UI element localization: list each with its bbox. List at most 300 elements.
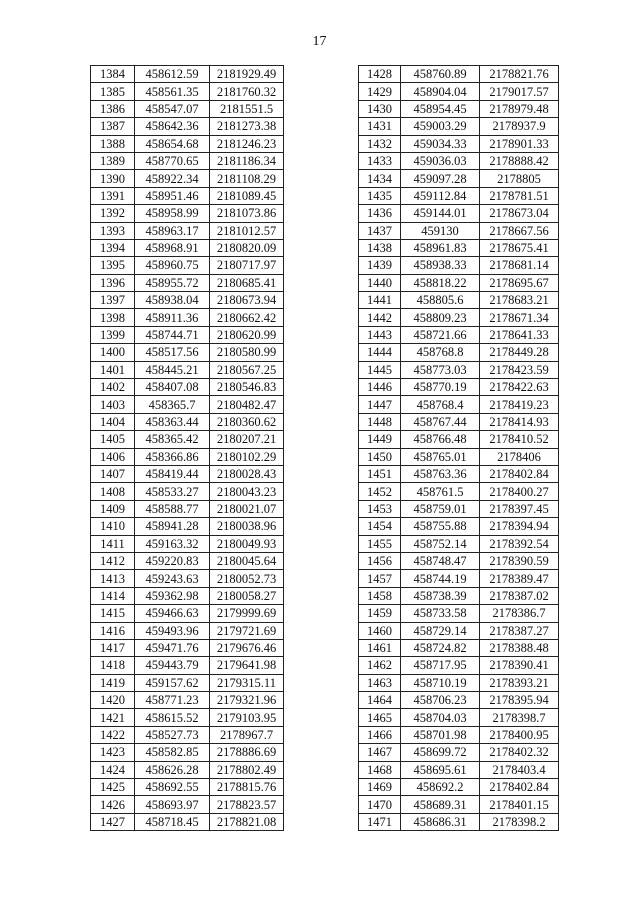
- point-number-cell: 1446: [359, 379, 401, 396]
- point-number-cell: 1391: [91, 187, 135, 204]
- table-row: [359, 622, 559, 639]
- point-number-cell: 1411: [91, 535, 135, 552]
- x-coordinate-cell: 458767.44: [401, 413, 480, 430]
- point-number-cell: 1425: [91, 779, 135, 796]
- y-coordinate-cell: 2180717.97: [210, 257, 284, 274]
- x-coordinate-cell: 458770.19: [401, 379, 480, 396]
- table-row: [359, 344, 559, 361]
- table-row: [359, 813, 559, 830]
- y-coordinate-cell: 2178802.49: [210, 761, 284, 778]
- x-coordinate-cell: 458642.36: [135, 118, 210, 135]
- point-number-cell: 1385: [91, 83, 135, 100]
- point-number-cell: 1389: [91, 152, 135, 169]
- y-coordinate-cell: 2181760.32: [210, 83, 284, 100]
- table-row: [91, 744, 284, 761]
- x-coordinate-cell: 458768.4: [401, 396, 480, 413]
- point-number-cell: 1400: [91, 344, 135, 361]
- x-coordinate-cell: 458533.27: [135, 483, 210, 500]
- table-row: [91, 257, 284, 274]
- table-row: [91, 205, 284, 222]
- x-coordinate-cell: 458693.97: [135, 796, 210, 813]
- x-coordinate-cell: 458527.73: [135, 726, 210, 743]
- y-coordinate-cell: 2180058.27: [210, 587, 284, 604]
- x-coordinate-cell: 458766.48: [401, 431, 480, 448]
- table-row: [91, 239, 284, 256]
- point-number-cell: 1460: [359, 622, 401, 639]
- point-number-cell: 1451: [359, 465, 401, 482]
- x-coordinate-cell: 458626.28: [135, 761, 210, 778]
- x-coordinate-cell: 459493.96: [135, 622, 210, 639]
- table-row: [91, 170, 284, 187]
- x-coordinate-cell: 458968.91: [135, 239, 210, 256]
- table-row: [359, 66, 559, 83]
- table-row: [91, 657, 284, 674]
- x-coordinate-cell: 458770.65: [135, 152, 210, 169]
- y-coordinate-cell: 2181186.34: [210, 152, 284, 169]
- table-row: [91, 396, 284, 413]
- table-row: [91, 622, 284, 639]
- x-coordinate-cell: 458692.55: [135, 779, 210, 796]
- table-row: [359, 292, 559, 309]
- point-number-cell: 1434: [359, 170, 401, 187]
- table-row: [359, 465, 559, 482]
- x-coordinate-cell: 458718.45: [135, 813, 210, 830]
- y-coordinate-cell: 2179315.11: [210, 674, 284, 691]
- point-number-cell: 1410: [91, 518, 135, 535]
- y-coordinate-cell: 2178449.28: [480, 344, 559, 361]
- point-number-cell: 1439: [359, 257, 401, 274]
- x-coordinate-cell: 458938.04: [135, 292, 210, 309]
- y-coordinate-cell: 2178402.84: [480, 779, 559, 796]
- point-number-cell: 1424: [91, 761, 135, 778]
- table-row: [359, 709, 559, 726]
- point-number-cell: 1412: [91, 552, 135, 569]
- point-number-cell: 1395: [91, 257, 135, 274]
- point-number-cell: 1444: [359, 344, 401, 361]
- point-number-cell: 1417: [91, 639, 135, 656]
- y-coordinate-cell: 2178641.33: [480, 326, 559, 343]
- table-row: [359, 118, 559, 135]
- x-coordinate-cell: 459003.29: [401, 118, 480, 135]
- y-coordinate-cell: 2181073.86: [210, 205, 284, 222]
- point-number-cell: 1387: [91, 118, 135, 135]
- point-number-cell: 1415: [91, 605, 135, 622]
- y-coordinate-cell: 2178781.51: [480, 187, 559, 204]
- point-number-cell: 1418: [91, 657, 135, 674]
- table-row: [91, 552, 284, 569]
- x-coordinate-cell: 458773.03: [401, 361, 480, 378]
- y-coordinate-cell: 2180038.96: [210, 518, 284, 535]
- point-number-cell: 1414: [91, 587, 135, 604]
- y-coordinate-cell: 2178671.34: [480, 309, 559, 326]
- point-number-cell: 1448: [359, 413, 401, 430]
- y-coordinate-cell: 2178387.27: [480, 622, 559, 639]
- x-coordinate-cell: 459130: [401, 222, 480, 239]
- x-coordinate-cell: 458517.56: [135, 344, 210, 361]
- x-coordinate-cell: 459144.01: [401, 205, 480, 222]
- point-number-cell: 1388: [91, 135, 135, 152]
- y-coordinate-cell: 2178394.94: [480, 518, 559, 535]
- table-row: [359, 309, 559, 326]
- point-number-cell: 1416: [91, 622, 135, 639]
- x-coordinate-cell: 459466.63: [135, 605, 210, 622]
- point-number-cell: 1401: [91, 361, 135, 378]
- table-row: [91, 379, 284, 396]
- x-coordinate-cell: 458809.23: [401, 309, 480, 326]
- x-coordinate-cell: 459097.28: [401, 170, 480, 187]
- x-coordinate-cell: 459163.32: [135, 535, 210, 552]
- table-row: [359, 205, 559, 222]
- table-row: [91, 500, 284, 517]
- point-number-cell: 1423: [91, 744, 135, 761]
- table-row: [91, 448, 284, 465]
- x-coordinate-cell: 459243.63: [135, 570, 210, 587]
- y-coordinate-cell: 2178683.21: [480, 292, 559, 309]
- table-row: [359, 500, 559, 517]
- table-row: [359, 413, 559, 430]
- point-number-cell: 1431: [359, 118, 401, 135]
- table-row: [91, 709, 284, 726]
- x-coordinate-cell: 458765.01: [401, 448, 480, 465]
- point-number-cell: 1386: [91, 100, 135, 117]
- y-coordinate-cell: 2178388.48: [480, 639, 559, 656]
- table-row: [359, 448, 559, 465]
- coordinates-table-right: [358, 65, 559, 831]
- y-coordinate-cell: 2180360.62: [210, 413, 284, 430]
- y-coordinate-cell: 2180673.94: [210, 292, 284, 309]
- table-row: [359, 657, 559, 674]
- x-coordinate-cell: 458654.68: [135, 135, 210, 152]
- y-coordinate-cell: 2178675.41: [480, 239, 559, 256]
- y-coordinate-cell: 2178805: [480, 170, 559, 187]
- table-row: [91, 83, 284, 100]
- y-coordinate-cell: 2180021.07: [210, 500, 284, 517]
- x-coordinate-cell: 458704.03: [401, 709, 480, 726]
- x-coordinate-cell: 459443.79: [135, 657, 210, 674]
- y-coordinate-cell: 2178901.33: [480, 135, 559, 152]
- table-row: [91, 726, 284, 743]
- table-row: [359, 570, 559, 587]
- point-number-cell: 1465: [359, 709, 401, 726]
- y-coordinate-cell: 2180049.93: [210, 535, 284, 552]
- table-row: [91, 222, 284, 239]
- y-coordinate-cell: 2178401.15: [480, 796, 559, 813]
- table-row: [359, 239, 559, 256]
- table-row: [91, 465, 284, 482]
- y-coordinate-cell: 2179103.95: [210, 709, 284, 726]
- point-number-cell: 1464: [359, 692, 401, 709]
- y-coordinate-cell: 2178681.14: [480, 257, 559, 274]
- table-row: [91, 187, 284, 204]
- y-coordinate-cell: 2181012.57: [210, 222, 284, 239]
- x-coordinate-cell: 459036.03: [401, 152, 480, 169]
- x-coordinate-cell: 459471.76: [135, 639, 210, 656]
- y-coordinate-cell: 2178886.69: [210, 744, 284, 761]
- x-coordinate-cell: 458407.08: [135, 379, 210, 396]
- x-coordinate-cell: 458701.98: [401, 726, 480, 743]
- x-coordinate-cell: 458717.95: [401, 657, 480, 674]
- y-coordinate-cell: 2178386.7: [480, 605, 559, 622]
- table-row: [91, 761, 284, 778]
- x-coordinate-cell: 458561.35: [135, 83, 210, 100]
- y-coordinate-cell: 2178387.02: [480, 587, 559, 604]
- point-number-cell: 1463: [359, 674, 401, 691]
- point-number-cell: 1413: [91, 570, 135, 587]
- x-coordinate-cell: 458760.89: [401, 66, 480, 83]
- x-coordinate-cell: 458689.31: [401, 796, 480, 813]
- x-coordinate-cell: 458963.17: [135, 222, 210, 239]
- y-coordinate-cell: 2178398.7: [480, 709, 559, 726]
- table-row: [91, 274, 284, 291]
- point-number-cell: 1458: [359, 587, 401, 604]
- y-coordinate-cell: 2181246.23: [210, 135, 284, 152]
- x-coordinate-cell: 458771.23: [135, 692, 210, 709]
- table-row: [359, 152, 559, 169]
- x-coordinate-cell: 458954.45: [401, 100, 480, 117]
- point-number-cell: 1447: [359, 396, 401, 413]
- x-coordinate-cell: 458818.22: [401, 274, 480, 291]
- point-number-cell: 1402: [91, 379, 135, 396]
- x-coordinate-cell: 459112.84: [401, 187, 480, 204]
- x-coordinate-cell: 458615.52: [135, 709, 210, 726]
- x-coordinate-cell: 459034.33: [401, 135, 480, 152]
- coordinates-table-left: [90, 65, 284, 831]
- table-row: [359, 361, 559, 378]
- point-number-cell: 1427: [91, 813, 135, 830]
- y-coordinate-cell: 2180482.47: [210, 396, 284, 413]
- x-coordinate-cell: 458738.39: [401, 587, 480, 604]
- y-coordinate-cell: 2178967.7: [210, 726, 284, 743]
- y-coordinate-cell: 2181108.29: [210, 170, 284, 187]
- point-number-cell: 1433: [359, 152, 401, 169]
- point-number-cell: 1453: [359, 500, 401, 517]
- table-row: [91, 413, 284, 430]
- x-coordinate-cell: 459362.98: [135, 587, 210, 604]
- y-coordinate-cell: 2178390.59: [480, 552, 559, 569]
- x-coordinate-cell: 458748.47: [401, 552, 480, 569]
- x-coordinate-cell: 458955.72: [135, 274, 210, 291]
- point-number-cell: 1408: [91, 483, 135, 500]
- y-coordinate-cell: 2178389.47: [480, 570, 559, 587]
- table-row: [91, 309, 284, 326]
- y-coordinate-cell: 2180662.42: [210, 309, 284, 326]
- point-number-cell: 1443: [359, 326, 401, 343]
- point-number-cell: 1399: [91, 326, 135, 343]
- x-coordinate-cell: 458922.34: [135, 170, 210, 187]
- y-coordinate-cell: 2179641.98: [210, 657, 284, 674]
- x-coordinate-cell: 458547.07: [135, 100, 210, 117]
- table-row: [359, 674, 559, 691]
- y-coordinate-cell: 2178402.32: [480, 744, 559, 761]
- x-coordinate-cell: 458759.01: [401, 500, 480, 517]
- point-number-cell: 1469: [359, 779, 401, 796]
- point-number-cell: 1426: [91, 796, 135, 813]
- x-coordinate-cell: 458695.61: [401, 761, 480, 778]
- table-row: [359, 779, 559, 796]
- y-coordinate-cell: 2178821.08: [210, 813, 284, 830]
- point-number-cell: 1409: [91, 500, 135, 517]
- table-row: [91, 605, 284, 622]
- y-coordinate-cell: 2180820.09: [210, 239, 284, 256]
- point-number-cell: 1405: [91, 431, 135, 448]
- point-number-cell: 1437: [359, 222, 401, 239]
- point-number-cell: 1420: [91, 692, 135, 709]
- point-number-cell: 1468: [359, 761, 401, 778]
- x-coordinate-cell: 458365.42: [135, 431, 210, 448]
- x-coordinate-cell: 458588.77: [135, 500, 210, 517]
- x-coordinate-cell: 458419.44: [135, 465, 210, 482]
- y-coordinate-cell: 2179721.69: [210, 622, 284, 639]
- y-coordinate-cell: 2178398.2: [480, 813, 559, 830]
- table-row: [91, 587, 284, 604]
- point-number-cell: 1471: [359, 813, 401, 830]
- x-coordinate-cell: 458363.44: [135, 413, 210, 430]
- point-number-cell: 1452: [359, 483, 401, 500]
- x-coordinate-cell: 458958.99: [135, 205, 210, 222]
- point-number-cell: 1442: [359, 309, 401, 326]
- point-number-cell: 1394: [91, 239, 135, 256]
- x-coordinate-cell: 458961.83: [401, 239, 480, 256]
- table-row: [91, 100, 284, 117]
- table-row: [91, 796, 284, 813]
- y-coordinate-cell: 2180685.41: [210, 274, 284, 291]
- y-coordinate-cell: 2180052.73: [210, 570, 284, 587]
- point-number-cell: 1461: [359, 639, 401, 656]
- y-coordinate-cell: 2181551.5: [210, 100, 284, 117]
- point-number-cell: 1429: [359, 83, 401, 100]
- x-coordinate-cell: 458724.82: [401, 639, 480, 656]
- y-coordinate-cell: 2180028.43: [210, 465, 284, 482]
- table-row: [359, 187, 559, 204]
- x-coordinate-cell: 458365.7: [135, 396, 210, 413]
- x-coordinate-cell: 458805.6: [401, 292, 480, 309]
- point-number-cell: 1421: [91, 709, 135, 726]
- y-coordinate-cell: 2180620.99: [210, 326, 284, 343]
- table-row: [91, 483, 284, 500]
- table-row: [359, 483, 559, 500]
- point-number-cell: 1449: [359, 431, 401, 448]
- point-number-cell: 1397: [91, 292, 135, 309]
- table-row: [91, 135, 284, 152]
- table-row: [359, 796, 559, 813]
- point-number-cell: 1470: [359, 796, 401, 813]
- table-row: [359, 274, 559, 291]
- y-coordinate-cell: 2178390.41: [480, 657, 559, 674]
- x-coordinate-cell: 458763.36: [401, 465, 480, 482]
- x-coordinate-cell: 458710.19: [401, 674, 480, 691]
- y-coordinate-cell: 2178667.56: [480, 222, 559, 239]
- point-number-cell: 1462: [359, 657, 401, 674]
- table-row: [359, 326, 559, 343]
- table-row: [359, 100, 559, 117]
- y-coordinate-cell: 2178392.54: [480, 535, 559, 552]
- y-coordinate-cell: 2179017.57: [480, 83, 559, 100]
- table-row: [91, 361, 284, 378]
- table-row: [359, 692, 559, 709]
- point-number-cell: 1441: [359, 292, 401, 309]
- table-row: [359, 605, 559, 622]
- table-row: [91, 431, 284, 448]
- table-row: [91, 344, 284, 361]
- table-row: [359, 552, 559, 569]
- table-row: [91, 692, 284, 709]
- point-number-cell: 1467: [359, 744, 401, 761]
- table-row: [359, 379, 559, 396]
- table-row: [91, 535, 284, 552]
- x-coordinate-cell: 458911.36: [135, 309, 210, 326]
- page-number: 17: [312, 34, 327, 49]
- point-number-cell: 1438: [359, 239, 401, 256]
- y-coordinate-cell: 2178414.93: [480, 413, 559, 430]
- point-number-cell: 1440: [359, 274, 401, 291]
- x-coordinate-cell: 458612.59: [135, 66, 210, 83]
- y-coordinate-cell: 2181929.49: [210, 66, 284, 83]
- table-row: [91, 813, 284, 830]
- table-row: [359, 761, 559, 778]
- table-row: [359, 396, 559, 413]
- y-coordinate-cell: 2178423.59: [480, 361, 559, 378]
- point-number-cell: 1454: [359, 518, 401, 535]
- table-row: [359, 744, 559, 761]
- point-number-cell: 1455: [359, 535, 401, 552]
- x-coordinate-cell: 458686.31: [401, 813, 480, 830]
- point-number-cell: 1436: [359, 205, 401, 222]
- x-coordinate-cell: 458761.5: [401, 483, 480, 500]
- point-number-cell: 1384: [91, 66, 135, 83]
- point-number-cell: 1407: [91, 465, 135, 482]
- table-row: [359, 431, 559, 448]
- point-number-cell: 1422: [91, 726, 135, 743]
- x-coordinate-cell: 458445.21: [135, 361, 210, 378]
- point-number-cell: 1435: [359, 187, 401, 204]
- y-coordinate-cell: 2178419.23: [480, 396, 559, 413]
- table-row: [359, 726, 559, 743]
- x-coordinate-cell: 458768.8: [401, 344, 480, 361]
- point-number-cell: 1459: [359, 605, 401, 622]
- point-number-cell: 1392: [91, 205, 135, 222]
- point-number-cell: 1428: [359, 66, 401, 83]
- point-number-cell: 1396: [91, 274, 135, 291]
- point-number-cell: 1445: [359, 361, 401, 378]
- point-number-cell: 1406: [91, 448, 135, 465]
- y-coordinate-cell: 2178403.4: [480, 761, 559, 778]
- point-number-cell: 1456: [359, 552, 401, 569]
- y-coordinate-cell: 2178888.42: [480, 152, 559, 169]
- x-coordinate-cell: 458755.88: [401, 518, 480, 535]
- x-coordinate-cell: 458366.86: [135, 448, 210, 465]
- x-coordinate-cell: 458706.23: [401, 692, 480, 709]
- y-coordinate-cell: 2181089.45: [210, 187, 284, 204]
- table-row: [91, 292, 284, 309]
- x-coordinate-cell: 458951.46: [135, 187, 210, 204]
- table-row: [91, 570, 284, 587]
- x-coordinate-cell: 458904.04: [401, 83, 480, 100]
- y-coordinate-cell: 2179676.46: [210, 639, 284, 656]
- point-number-cell: 1450: [359, 448, 401, 465]
- y-coordinate-cell: 2180546.83: [210, 379, 284, 396]
- y-coordinate-cell: 2180043.23: [210, 483, 284, 500]
- y-coordinate-cell: 2180045.64: [210, 552, 284, 569]
- point-number-cell: 1419: [91, 674, 135, 691]
- table-row: [91, 326, 284, 343]
- y-coordinate-cell: 2180580.99: [210, 344, 284, 361]
- x-coordinate-cell: 458582.85: [135, 744, 210, 761]
- point-number-cell: 1432: [359, 135, 401, 152]
- y-coordinate-cell: 2180567.25: [210, 361, 284, 378]
- x-coordinate-cell: 458721.66: [401, 326, 480, 343]
- x-coordinate-cell: 458960.75: [135, 257, 210, 274]
- y-coordinate-cell: 2178400.27: [480, 483, 559, 500]
